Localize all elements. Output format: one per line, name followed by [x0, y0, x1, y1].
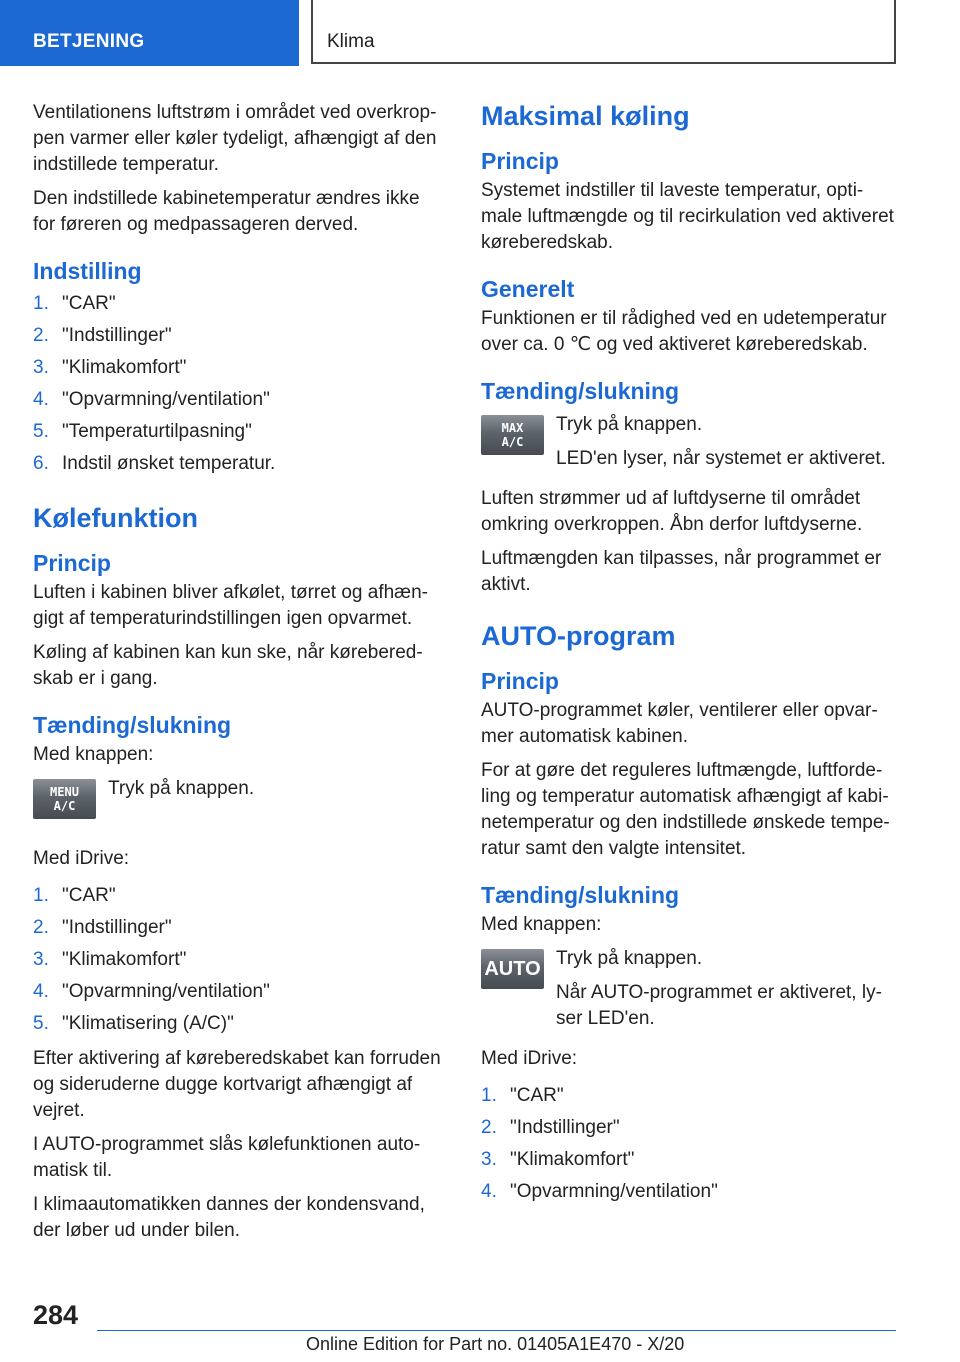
button-instruction: Tryk på knappen. [556, 414, 703, 435]
step-number: 4. [33, 389, 49, 410]
button-label-line: A/C [501, 435, 524, 449]
intro-paragraph: Den indstillede kabinetemperatur ændres ikke for føreren og medpassageren derved. [33, 188, 420, 235]
princip-paragraph: Luften i kabinen bliver afkølet, tørret og afhæn-gigt af temperaturindstillingen igen opvarmet. [33, 582, 428, 629]
button-instruction: Tryk på knappen. [108, 778, 255, 799]
list-item [481, 1176, 901, 1208]
step-number: 3. [33, 357, 49, 378]
princip-paragraph: Køling af kabinen kan kun ske, når kørebered-skab er i gang. [33, 642, 423, 689]
button-note: Når AUTO-programmet er aktiveret, ly-ser LED'en. [556, 982, 882, 1029]
section-heading-indstilling: Indstilling [33, 258, 142, 284]
steps-list-indstilling [33, 288, 443, 480]
step-text: "Klimakomfort" [62, 357, 187, 378]
list-item [33, 416, 443, 448]
step-text: "Klimatisering (A/C)" [62, 1013, 234, 1034]
list-item [33, 288, 443, 320]
step-number: 1. [33, 293, 49, 314]
button-label-line: A/C [53, 799, 76, 813]
max-ac-instruction [481, 412, 901, 472]
subheading-taending: Tænding/slukning [33, 712, 232, 738]
list-item [481, 1144, 901, 1176]
step-number: 2. [33, 917, 49, 938]
page-header [0, 0, 960, 66]
chapter-heading-auto: AUTO-program [481, 621, 676, 651]
step-text: "Opvarmning/ventilation" [62, 389, 270, 410]
med-idrive-label: Med iDrive: [481, 1048, 578, 1069]
edition-text: Online Edition for Part no. 01405A1E470 - X/20 [306, 1334, 685, 1354]
step-text: "Opvarmning/ventilation" [510, 1181, 718, 1202]
step-number: 1. [481, 1085, 497, 1106]
subheading-princip: Princip [33, 550, 111, 576]
step-number: 2. [33, 325, 49, 346]
step-text: Indstil ønsket temperatur. [62, 453, 276, 474]
chapter-heading-maksimal: Maksimal køling [481, 101, 690, 131]
step-number: 5. [33, 1013, 49, 1034]
note-paragraph: Efter aktivering af køreberedskabet kan forruden og sideruderne dugge kortvarigt afhængigt af vejret. [33, 1048, 441, 1121]
step-text: "Indstillinger" [62, 917, 172, 938]
steps-list-kolefunktion [33, 880, 443, 1040]
list-item [33, 976, 443, 1008]
step-number: 3. [33, 949, 49, 970]
list-item [33, 384, 443, 416]
max-ac-button-icon [481, 415, 544, 455]
step-text: "CAR" [62, 885, 116, 906]
med-idrive-label: Med iDrive: [33, 848, 130, 869]
list-item [33, 912, 443, 944]
steps-list-auto [481, 1080, 901, 1208]
princip-paragraph: For at gøre det reguleres luftmængde, luftforde-ling og temperatur automatisk afhængigt af kabi-netemperatur og den indstillede ønskede tempe-ratur samt den valgte intensitet. [481, 760, 890, 859]
step-number: 2. [481, 1117, 497, 1138]
step-number: 6. [33, 453, 49, 474]
step-text: "Klimakomfort" [62, 949, 187, 970]
step-number: 1. [33, 885, 49, 906]
footer-divider [97, 1330, 896, 1331]
med-knappen-label: Med knappen: [481, 914, 602, 935]
list-item [33, 880, 443, 912]
step-text: "CAR" [510, 1085, 564, 1106]
menu-ac-button-icon [33, 779, 96, 819]
subheading-princip: Princip [481, 668, 559, 694]
note-paragraph: I klimaautomatikken dannes der kondensvand, der løber ud under bilen. [33, 1194, 425, 1241]
subheading-taending: Tænding/slukning [481, 378, 680, 404]
chapter-heading-kolefunktion: Kølefunktion [33, 503, 198, 533]
subheading-taending: Tænding/slukning [481, 882, 680, 908]
right-column [481, 100, 901, 1214]
step-text: "CAR" [62, 293, 116, 314]
button-label-line: MENU [50, 785, 79, 799]
note-paragraph: I AUTO-programmet slås kølefunktionen auto-matisk til. [33, 1134, 421, 1181]
step-number: 4. [33, 981, 49, 1002]
button-instruction: Tryk på knappen. [556, 948, 703, 969]
step-text: "Indstillinger" [510, 1117, 620, 1138]
auto-button-icon: AUTO [481, 949, 544, 989]
menu-ac-instruction [33, 776, 443, 832]
note-paragraph: Luften strømmer ud af luftdyserne til området omkring overkroppen. Åbn derfor luftdyserne. [481, 488, 863, 535]
list-item [481, 1080, 901, 1112]
button-label-line: MAX [501, 421, 524, 435]
step-text: "Temperaturtilpasning" [62, 421, 252, 442]
auto-instruction [481, 946, 901, 1032]
section-tab: BETJENING [0, 0, 299, 66]
note-paragraph: Luftmængden kan tilpasses, når programmet er aktivt. [481, 548, 882, 595]
step-number: 4. [481, 1181, 497, 1202]
step-number: 3. [481, 1149, 497, 1170]
left-column [33, 100, 443, 1252]
list-item [481, 1112, 901, 1144]
subheading-generelt: Generelt [481, 276, 575, 302]
step-text: "Klimakomfort" [510, 1149, 635, 1170]
button-note: LED'en lyser, når systemet er aktiveret. [556, 448, 886, 469]
subheading-princip: Princip [481, 148, 559, 174]
step-number: 5. [33, 421, 49, 442]
list-item [33, 944, 443, 976]
list-item [33, 352, 443, 384]
step-text: "Opvarmning/ventilation" [62, 981, 270, 1002]
page-number: 284 [33, 1300, 79, 1330]
princip-paragraph: Systemet indstiller til laveste temperatur, opti-male luftmængde og til recirkulation ved aktiveret køreberedskab. [481, 180, 894, 253]
list-item [33, 448, 443, 480]
intro-paragraph: Ventilationens luftstrøm i området ved overkrop-pen varmer eller køler tydeligt, afhængigt af den indstillede temperatur. [33, 102, 437, 175]
chapter-tab: Klima [311, 0, 896, 64]
step-text: "Indstillinger" [62, 325, 172, 346]
list-item [33, 1008, 443, 1040]
generelt-paragraph: Funktionen er til rådighed ved en udetemperatur over ca. 0 ℃ og ved aktiveret køreberedskab. [481, 308, 887, 355]
med-knappen-label: Med knappen: [33, 744, 154, 765]
list-item [33, 320, 443, 352]
princip-paragraph: AUTO-programmet køler, ventilerer eller opvar-mer automatisk kabinen. [481, 700, 878, 747]
